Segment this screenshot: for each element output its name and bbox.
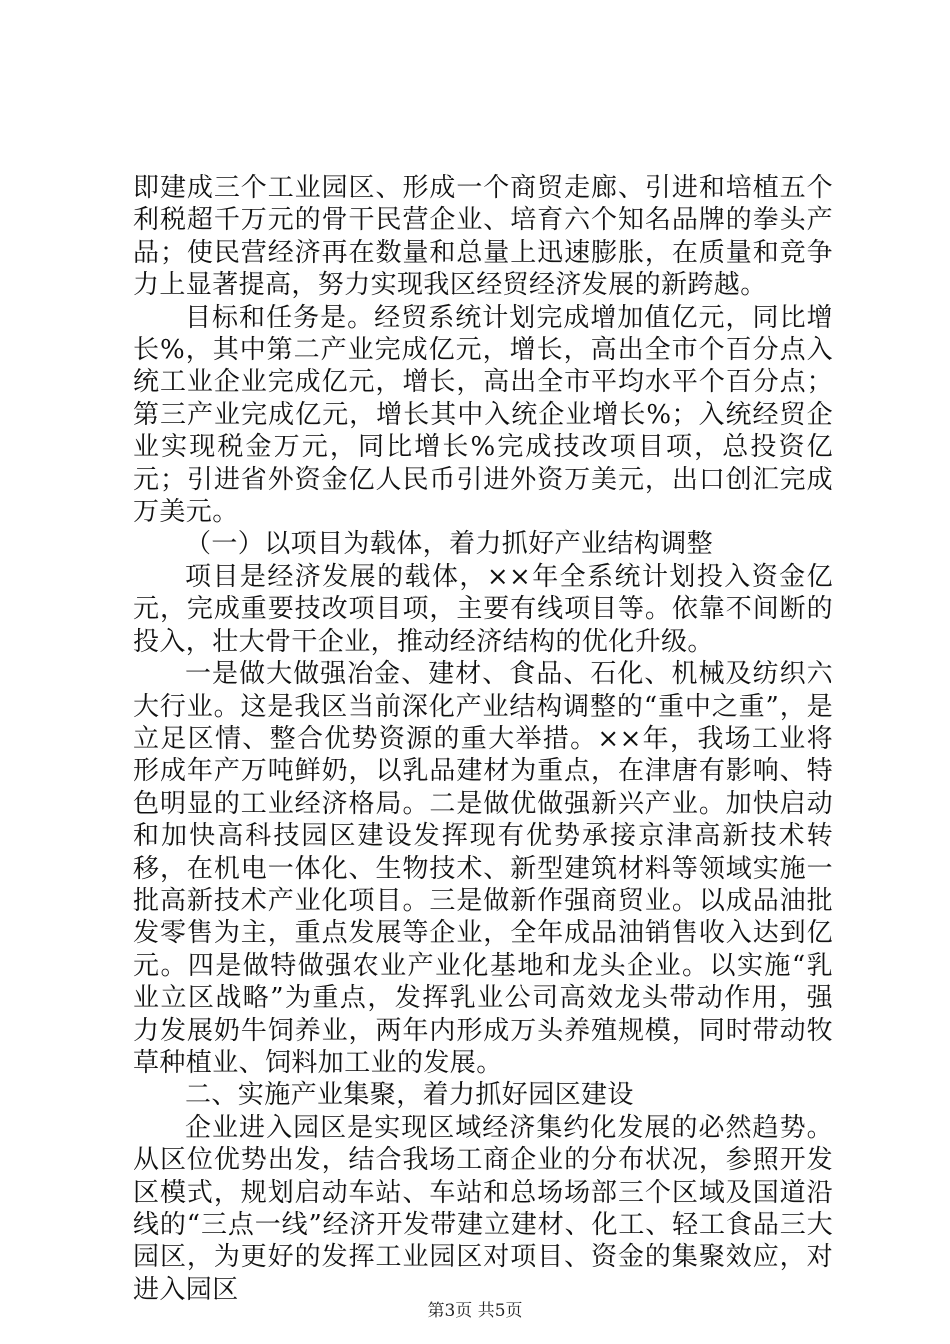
- paragraph-parks: 企业进入园区是实现区域经济集约化发展的必然趋势。从区位优势出发，结合我场工商企业的分布状况，参照开发区模式，规划启动车站、车站和总场场部三个区域及国道沿线的“三点一线”经济开发带建立建材、化工、轻工食品三大园区，为更好的发挥工业园区对项目、资金的集聚效应，对进入园区: [133, 1112, 833, 1305]
- section-heading-parks: 二、实施产业集聚，着力抓好园区建设: [185, 1080, 634, 1111]
- section-heading-projects: （一）以项目为载体，着力抓好产业结构调整: [185, 529, 714, 560]
- page-number-footer: 第3页 共5页: [427, 1301, 523, 1321]
- paragraph-continuation: 即建成三个工业园区、形成一个商贸走廊、引进和培植五个利税超千万元的骨干民营企业、培育六个知名品牌的拳头产品；使民营经济再在数量和总量上迅速膨胀，在质量和竞争力上显著提高，努力实现我区经贸经济发展的新跨越。: [133, 173, 833, 301]
- paragraph-industries: 一是做大做强冶金、建材、食品、石化、机械及纺织六大行业。这是我区当前深化产业结构调整的“重中之重”，是立足区情、整合优势资源的重大举措。××年，我场工业将形成年产万吨鲜奶，以乳品建材为重点，在津唐有影响、特色明显的工业经济格局。二是做优做强新兴产业。加快启动和加快高科技园区建设发挥现有优势承接京津高新技术转移，在机电一体化、生物技术、新型建筑材料等领域实施一批高新技术产业化项目。三是做新作强商贸业。以成品油批发零售为主，重点发展等企业，全年成品油销售收入达到亿元。四是做特做强农业产业化基地和龙头企业。以实施“乳业立区战略”为重点，发挥乳业公司高效龙头带动作用，强力发展奶牛饲养业，两年内形成万头养殖规模，同时带动牧草种植业、饲料加工业的发展。: [133, 659, 833, 1078]
- paragraph-goals: 目标和任务是。经贸系统计划完成增加值亿元，同比增长%，其中第二产业完成亿元，增长，高出全市个百分点入统工业企业完成亿元，增长，高出全市平均水平个百分点；第三产业完成亿元，增长其中入统企业增长%；入统经贸企业实现税金万元，同比增长%完成技改项目项，总投资亿元；引进省外资金亿人民币引进外资万美元，出口创汇完成万美元。: [133, 302, 833, 528]
- document-body: [133, 172, 833, 1306]
- paragraph-projects: 项目是经济发展的载体，××年全系统计划投入资金亿元，完成重要技改项目项，主要有线项目等。依靠不间断的投入，壮大骨干企业，推动经济结构的优化升级。: [133, 561, 833, 657]
